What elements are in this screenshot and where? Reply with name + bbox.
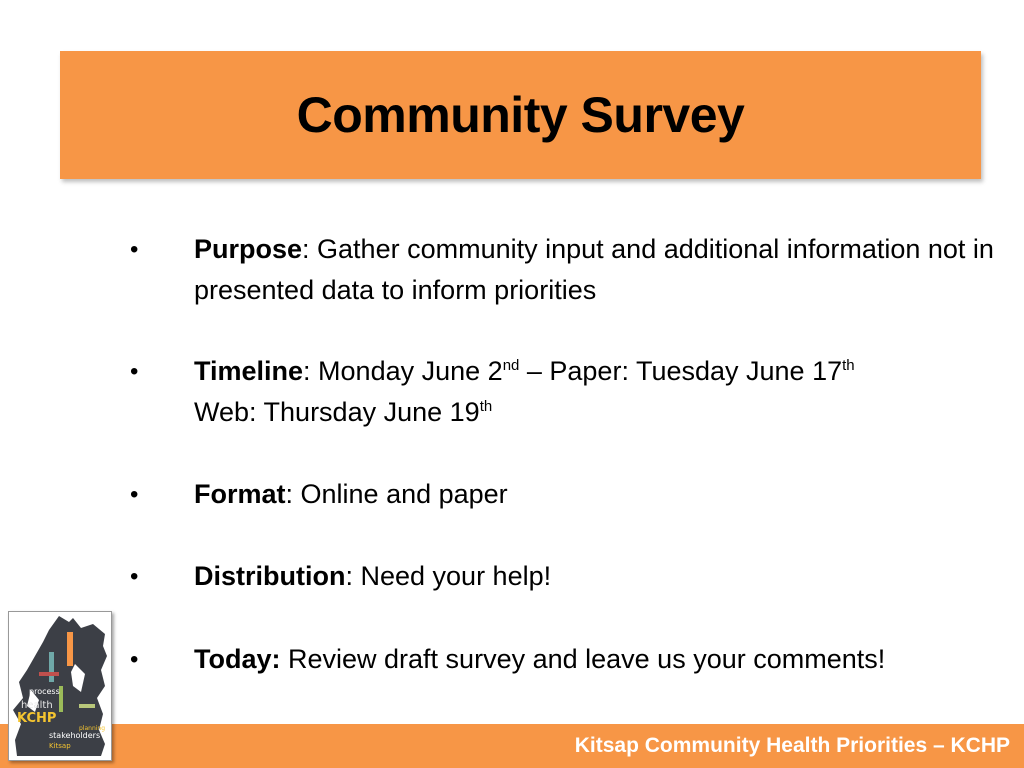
kchp-word-cloud-logo-icon	[9, 612, 111, 760]
bullet-body: – Paper: Tuesday June 17	[519, 356, 843, 386]
bullet-text	[194, 351, 994, 433]
footer-text: Kitsap Community Health Priorities – KCHP	[574, 734, 1010, 757]
bullet-text	[194, 639, 1014, 680]
ordinal-suffix: th	[479, 398, 493, 415]
logo-word: planning	[79, 725, 106, 732]
logo-word: Kitsap	[49, 742, 71, 750]
slide-title: Community Survey	[296, 87, 745, 143]
bullet-text	[194, 229, 994, 311]
bullet-label: Today:	[194, 644, 281, 674]
bullet-text	[194, 474, 994, 515]
logo-word: KCHP	[17, 711, 57, 726]
bullet-label: Timeline	[194, 356, 304, 386]
bullet-text	[194, 556, 994, 597]
logo-word: health	[21, 700, 53, 711]
title-band	[60, 51, 981, 179]
bullet-body: : Need your help!	[345, 561, 552, 591]
footer-band	[0, 724, 1024, 768]
kchp-logo	[8, 611, 112, 761]
bullet-body: : Monday June 2	[303, 356, 503, 386]
ordinal-suffix: th	[842, 357, 855, 374]
bullet-label: Distribution	[194, 561, 346, 591]
bullet-body: Review draft survey and leave us your comments!	[280, 644, 886, 674]
bullet-body: Web: Thursday June 19	[194, 397, 480, 427]
bullet-dot: •	[130, 236, 139, 263]
bullet-body: : Gather community input and additional information not in presented data to inform priorities	[194, 234, 994, 305]
bullet-label: Purpose	[194, 234, 303, 264]
logo-word: process	[29, 687, 60, 696]
bullet-label: Format	[194, 479, 286, 509]
bullet-body: : Online and paper	[285, 479, 508, 509]
bullet-dot: •	[130, 563, 139, 590]
bullet-dot: •	[130, 481, 139, 508]
logo-word: stakeholders	[49, 731, 101, 740]
bullet-dot: •	[130, 646, 139, 673]
bullet-dot: •	[130, 358, 139, 385]
ordinal-suffix: nd	[502, 357, 520, 374]
